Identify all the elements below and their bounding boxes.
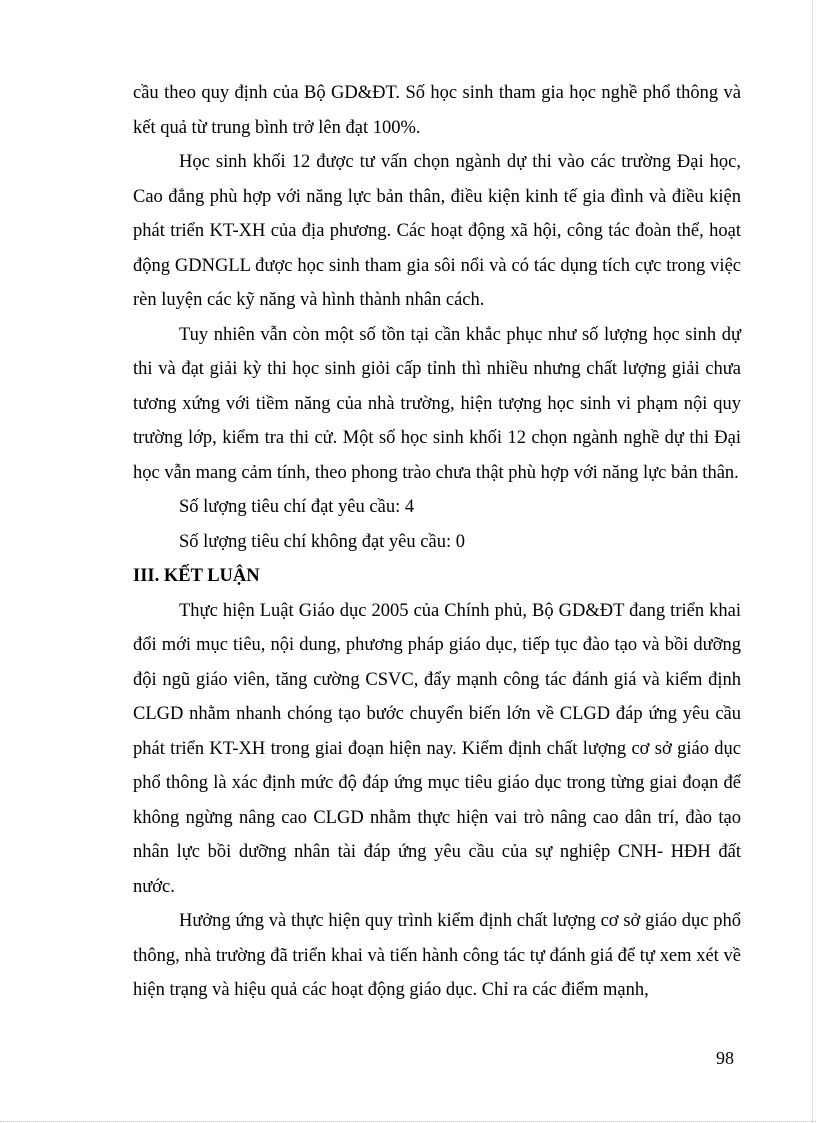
criteria-met-count: Số lượng tiêu chí đạt yêu cầu: 4 <box>179 497 415 517</box>
paragraph-conclusion-self-assessment: Hưởng ứng và thực hiện quy trình kiểm định chất lượng cơ sở giáo dục phổ thông, nhà trường đã triển khai và tiến hành công tác tự đánh giá để tự xem xét về hiện trạng và hiệu quả các hoạt động giáo dục. Chỉ ra các điểm mạnh, <box>133 911 741 1000</box>
document-body <box>133 76 741 1008</box>
page-frame-bottom-edge <box>0 1121 816 1122</box>
page-number: 98 <box>716 1048 734 1068</box>
page-frame-right-edge <box>812 0 813 1123</box>
paragraph-continuation: cầu theo quy định của Bộ GD&ĐT. Số học sinh tham gia học nghề phổ thông và kết quả từ trung bình trở lên đạt 100%. <box>133 83 741 138</box>
paragraph-conclusion-education-law: Thực hiện Luật Giáo dục 2005 của Chính phủ, Bộ GD&ĐT đang triển khai đổi mới mục tiêu, nội dung, phương pháp giáo dục, tiếp tục đào tạo và bồi dưỡng đội ngũ giáo viên, tăng cường CSVC, đẩy mạnh công tác đánh giá và kiểm định CLGD nhằm nhanh chóng tạo bước chuyển biến lớn về CLGD đáp ứng yêu cầu phát triển KT-XH trong giai đoạn hiện nay. Kiểm định chất lượng cơ sở giáo dục phổ thông là xác định mức độ đáp ứng mục tiêu giáo dục trong từng giai đoạn để không ngừng nâng cao CLGD nhằm thực hiện vai trò nâng cao dân trí, đào tạo nhân lực bồi dưỡng nhân tài đáp ứng yêu cầu của sự nghiệp CNH- HĐH đất nước. <box>133 600 741 897</box>
paragraph-remaining-issues: Tuy nhiên vẫn còn một số tồn tại cần khắc phục như số lượng học sinh dự thi và đạt giải kỳ thi học sinh giỏi cấp tỉnh thì nhiều nhưng chất lượng giải chưa tương xứng với tiềm năng của nhà trường, hiện tượng học sinh vi phạm nội quy trường lớp, kiểm tra thi cử. Một số học sinh khối 12 chọn ngành nghề dự thi Đại học vẫn mang cảm tính, theo phong trào chưa thật phù hợp với năng lực bản thân. <box>133 324 741 483</box>
criteria-not-met-count: Số lượng tiêu chí không đạt yêu cầu: 0 <box>179 531 465 552</box>
paragraph-grade12-guidance: Học sinh khối 12 được tư vấn chọn ngành dự thi vào các trường Đại học, Cao đẳng phù hợp với năng lực bản thân, điều kiện kinh tế gia đình và điều kiện phát triển KT-XH của địa phương. Các hoạt động xã hội, công tác đoàn thể, hoạt động GDNGLL được học sinh tham gia sôi nổi và có tác dụng tích cực trong việc rèn luyện các kỹ năng và hình thành nhân cách. <box>133 152 741 310</box>
section-heading-conclusion: III. KẾT LUẬN <box>133 566 260 586</box>
